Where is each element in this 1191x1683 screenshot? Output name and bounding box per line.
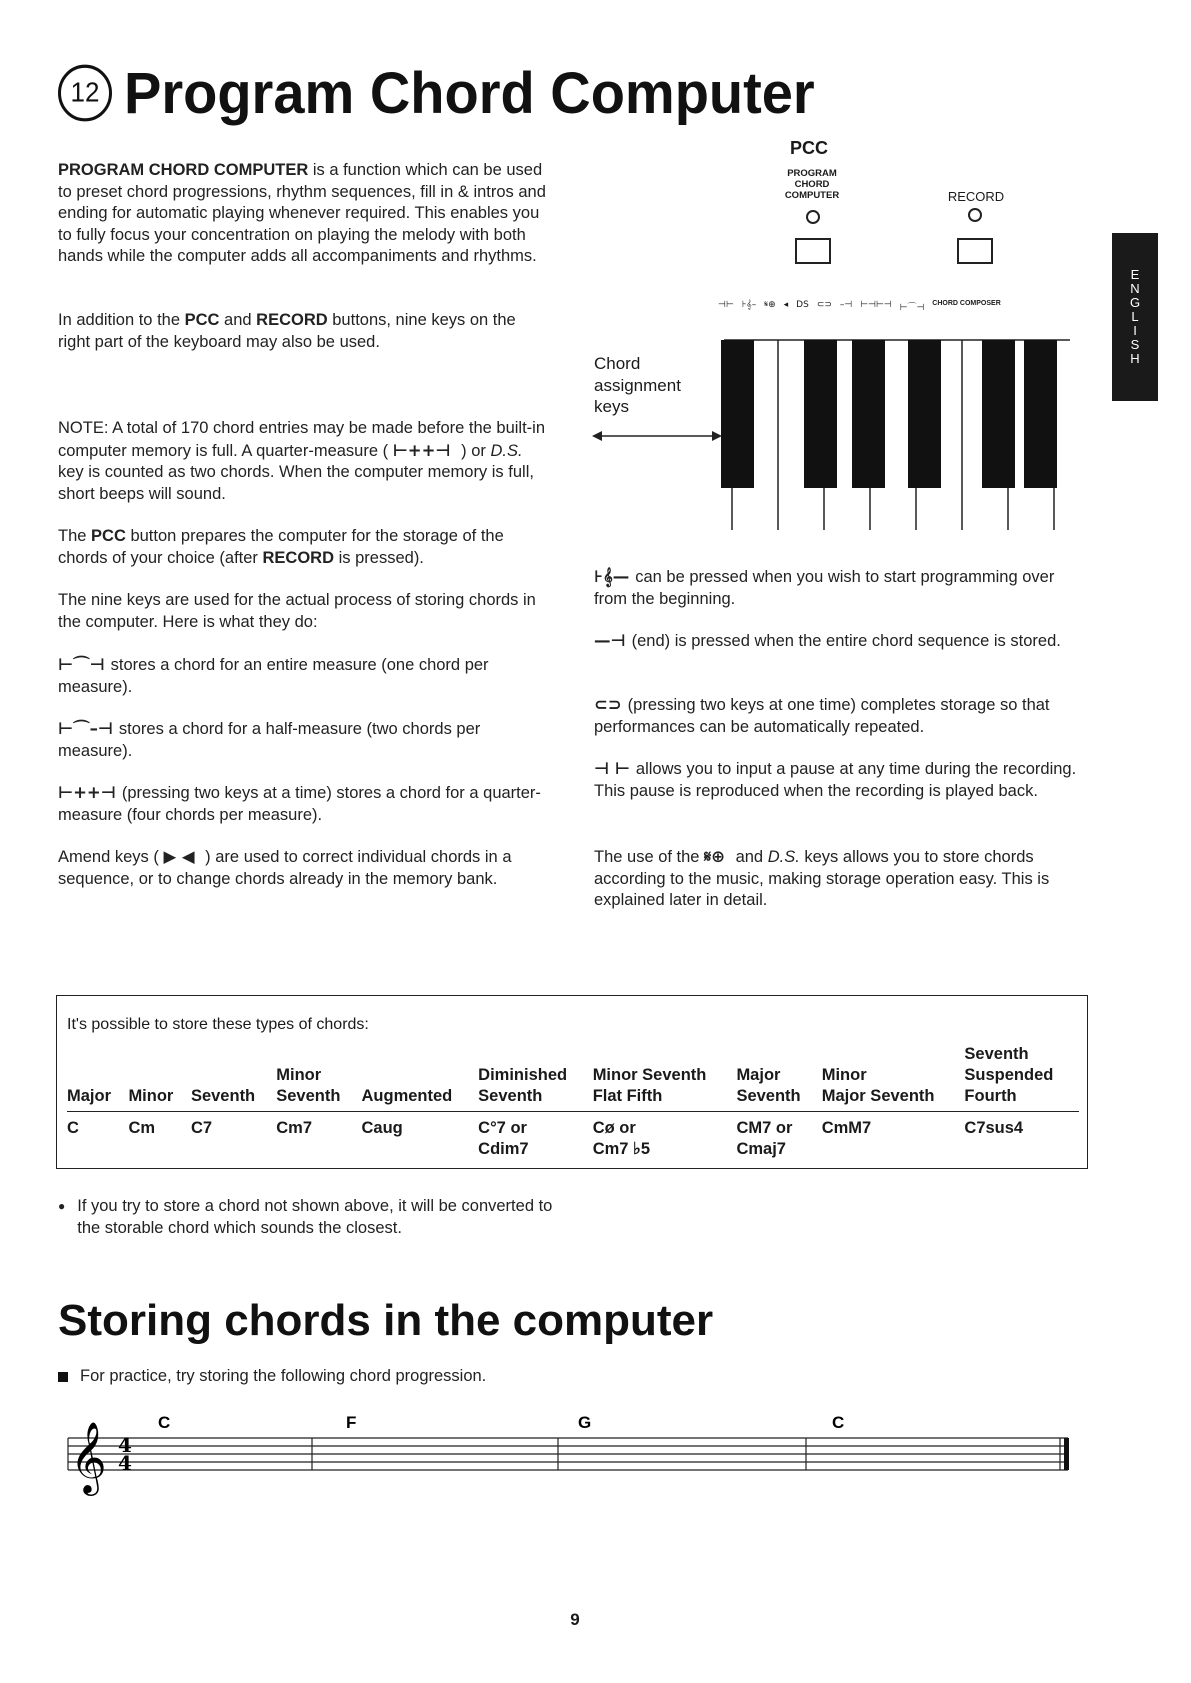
buttons-paragraph	[58, 310, 548, 353]
time-sig-top: 4	[118, 1433, 132, 1457]
ds-text: D.S.	[490, 441, 523, 460]
pcc-heading: PCC	[790, 138, 829, 158]
record-button[interactable]	[957, 238, 993, 264]
practice-line	[58, 1366, 758, 1388]
segno-paragraph	[594, 846, 1084, 912]
cell-line: Cø or	[592, 1119, 636, 1137]
text: NOTE: A total of 170 chord entries may be made before the built-in computer memory is full. A quarter-measure (	[58, 419, 546, 460]
practice-text: For practice, try storing the following chord progression.	[80, 1367, 487, 1385]
black-keys[interactable]	[721, 340, 1057, 488]
text: In addition to the	[58, 311, 185, 329]
cell-line: Cm7	[276, 1119, 312, 1137]
cell-line: Caug	[361, 1119, 403, 1137]
column-header	[736, 1044, 821, 1112]
key-symbol-icon: ⊂⊃	[816, 300, 832, 310]
language-tab	[1112, 233, 1158, 401]
square-bullet-icon	[58, 1372, 68, 1382]
tab-letter: I	[1133, 323, 1137, 338]
pause-key-icon: ⊣ ⊢	[594, 759, 630, 778]
header-line: Minor	[128, 1087, 174, 1105]
column-header	[822, 1044, 965, 1112]
header-line: Diminished	[478, 1066, 568, 1084]
key-symbol-icon: DS	[796, 300, 809, 310]
pcc-bold: PCC	[91, 527, 126, 545]
table-cell	[478, 1112, 593, 1161]
text: key is counted as two chords. When the computer memory is full, short beeps will sound.	[58, 463, 534, 503]
keyboard-diagram	[590, 330, 1070, 536]
table-cell	[362, 1112, 479, 1161]
table-cell	[191, 1112, 276, 1161]
tab-letter: G	[1129, 295, 1141, 310]
section-heading: Storing chords in the computer	[58, 1296, 714, 1345]
text: The use of the	[594, 848, 705, 866]
repeat-paragraph	[594, 694, 1084, 738]
cell-line: Cdim7	[478, 1140, 529, 1158]
key-symbol-icon: –⊣	[839, 300, 853, 310]
segno-coda-icon: 𝄋⊕	[704, 847, 725, 866]
cell-line: C7	[190, 1119, 213, 1137]
header-line: Fourth	[964, 1087, 1017, 1105]
page-title	[58, 58, 815, 126]
table-intro: It's possible to store these types of chords:	[67, 1016, 369, 1033]
header-line: Minor	[821, 1066, 867, 1084]
header-line: Seventh	[478, 1087, 543, 1105]
header-line: Seventh	[190, 1087, 256, 1105]
text: buttons, nine keys on the right part of the keyboard may also be used.	[58, 311, 516, 351]
cell-line: Cm	[128, 1119, 156, 1137]
key-symbol-icon: ⊣⊢	[718, 300, 734, 310]
end-paragraph	[594, 630, 1084, 653]
time-sig-bottom: 4	[118, 1451, 132, 1475]
chord-symbol: C	[832, 1413, 845, 1432]
column-header	[964, 1044, 1079, 1112]
pause-paragraph	[594, 758, 1084, 802]
chord-symbol: C	[158, 1413, 171, 1432]
text: (pressing two keys at a time) stores a chord for a quarter-measure (four chords per measure).	[58, 784, 541, 824]
text: can be pressed when you wish to start programming over from the beginning.	[594, 568, 1055, 608]
cell-line: Cm7 ♭5	[592, 1140, 650, 1158]
table-header-row	[67, 1044, 1079, 1112]
text: and	[731, 848, 768, 866]
key-measure-paragraph	[58, 654, 548, 698]
text: ) or	[456, 441, 491, 460]
table-cell	[67, 1112, 128, 1161]
text: is pressed).	[334, 548, 424, 567]
header-line: Seventh	[964, 1045, 1029, 1063]
nine-keys-paragraph: The nine keys are used for the actual process of storing chords in the computer. Here is what they do:	[58, 591, 536, 631]
pcc-bold: PCC	[184, 311, 220, 329]
intro-text: is a function which can be used to preset chord progressions, rhythm sequences, fill in & intros and ending for automatic playing whenever required. This enables you to fully focus your concentration on playing the melody with both hands while the computer adds all accompaniments and rhythms.	[58, 161, 546, 265]
header-line: Minor	[276, 1066, 322, 1084]
bullet-text: If you try to store a chord not shown above, it will be converted to the storable chord which sounds the closest.	[77, 1197, 553, 1237]
column-header	[276, 1044, 361, 1112]
repeat-key-icon: ⊂⊃	[594, 695, 622, 714]
end-key-icon: —⊣	[594, 631, 626, 650]
column-header	[478, 1044, 593, 1112]
key-symbol-icon: ◂	[783, 300, 789, 310]
key-half-paragraph	[58, 718, 548, 762]
chord-types-table	[67, 1044, 1079, 1160]
header-line: Minor Seventh	[592, 1066, 707, 1084]
text: stores a chord for an entire measure (one chord per measure).	[58, 656, 489, 696]
quarter-measure-icon: ⊢++⊣	[392, 440, 451, 460]
header-line: Major Seventh	[821, 1087, 935, 1105]
table-cell	[593, 1112, 737, 1161]
table-cell	[276, 1112, 361, 1161]
key-symbol-icon: ⊦𝄞–	[741, 300, 757, 310]
tab-letter: N	[1130, 281, 1140, 296]
measure-key-icon: ⊢⌒⊣	[58, 655, 105, 674]
text: (end) is pressed when the entire chord sequence is stored.	[631, 632, 1061, 650]
text: stores a chord for a half-measure (two chords per measure).	[58, 720, 481, 760]
text: allows you to input a pause at any time during the recording. This pause is reproduced when the recording is played back.	[594, 760, 1077, 800]
text: Amend keys (	[58, 848, 164, 866]
header-line: Major	[736, 1066, 781, 1084]
table-cell	[964, 1112, 1079, 1161]
text: The	[58, 527, 92, 545]
ds-text: D.S.	[767, 848, 800, 866]
table-cell	[128, 1112, 191, 1161]
tab-letter: H	[1130, 351, 1140, 366]
pcc-button-label: PROGRAM CHORD COMPUTER	[784, 168, 840, 201]
tab-letter: E	[1130, 267, 1140, 282]
half-measure-key-icon: ⊢⌒–⊣	[58, 719, 113, 738]
tab-letter: L	[1131, 309, 1139, 324]
table-cell	[736, 1112, 821, 1161]
amend-keys-icon: ▶ ◀	[163, 847, 195, 866]
cell-line: CmM7	[821, 1119, 872, 1137]
column-header	[128, 1044, 191, 1112]
note-paragraph	[58, 418, 548, 505]
pcc-button[interactable]	[795, 238, 831, 264]
text: button prepares the computer for the storage of the chords of your choice (after	[58, 527, 504, 567]
chord-symbol: G	[578, 1413, 592, 1432]
cell-line: C	[67, 1119, 79, 1137]
text: (pressing two keys at one time) completes storage so that performances can be automatically repeated.	[594, 696, 1050, 736]
table-row	[67, 1112, 1079, 1161]
header-line: Suspended	[964, 1066, 1054, 1084]
page-number: 9	[570, 1610, 580, 1629]
cell-line: Cmaj7	[736, 1140, 786, 1158]
end-strip-label: CHORD COMPOSER	[932, 300, 1001, 307]
chord-types-box	[56, 995, 1088, 1169]
text: and	[219, 311, 257, 329]
cell-line: CM7 or	[736, 1119, 793, 1137]
key-symbol-icon: 𝄋⊕	[764, 300, 776, 310]
header-line: Major	[67, 1087, 112, 1105]
key-symbol-strip	[718, 300, 1018, 313]
key-symbol-icon: ⊢⊣⊢⊣	[860, 300, 892, 310]
tab-letter: S	[1130, 337, 1140, 352]
record-bold: RECORD	[256, 311, 328, 329]
intro-paragraph	[58, 160, 548, 268]
cell-line: C7sus4	[964, 1119, 1024, 1137]
bullet-icon: ●	[58, 1199, 66, 1213]
header-line: Augmented	[361, 1087, 453, 1105]
column-header	[362, 1044, 479, 1112]
record-bold: RECORD	[262, 548, 335, 567]
cell-line: C°7 or	[478, 1119, 527, 1137]
header-line: Seventh	[736, 1087, 801, 1105]
restart-paragraph	[594, 566, 1084, 610]
quarter-measure-key-icon: ⊢++⊣	[58, 783, 116, 802]
text: ) are used to correct individual chords in a sequence, or to change chords already in the memory bank.	[58, 848, 512, 888]
music-staff	[58, 1400, 1078, 1510]
pcc-paragraph	[58, 526, 548, 569]
record-led-icon	[968, 208, 982, 222]
header-line: Seventh	[276, 1087, 341, 1105]
column-header	[593, 1044, 737, 1112]
section-number: 12	[58, 64, 112, 121]
header-line: Flat Fifth	[592, 1087, 663, 1105]
column-header	[67, 1044, 128, 1112]
title-text: Program Chord Computer	[124, 59, 815, 126]
chord-assignment-label: Chord assignment keys	[594, 354, 681, 416]
closest-chord-note	[58, 1196, 558, 1239]
record-button-label: RECORD	[947, 189, 1005, 204]
amend-paragraph	[58, 846, 548, 890]
key-quarter-paragraph	[58, 782, 548, 826]
treble-clef-icon: 𝄞	[70, 1420, 107, 1493]
key-symbol-icon: ⊢⌒⊣	[899, 303, 925, 313]
table-cell	[822, 1112, 965, 1161]
chord-symbol: F	[346, 1413, 357, 1432]
column-header	[191, 1044, 276, 1112]
restart-key-icon: ⊦𝄞—	[594, 567, 630, 586]
pcc-led-icon	[806, 210, 820, 224]
intro-bold: PROGRAM CHORD COMPUTER	[58, 161, 309, 179]
text: keys allows you to store chords according to the music, making storage operation easy. This is explained later in detail.	[594, 848, 1050, 909]
